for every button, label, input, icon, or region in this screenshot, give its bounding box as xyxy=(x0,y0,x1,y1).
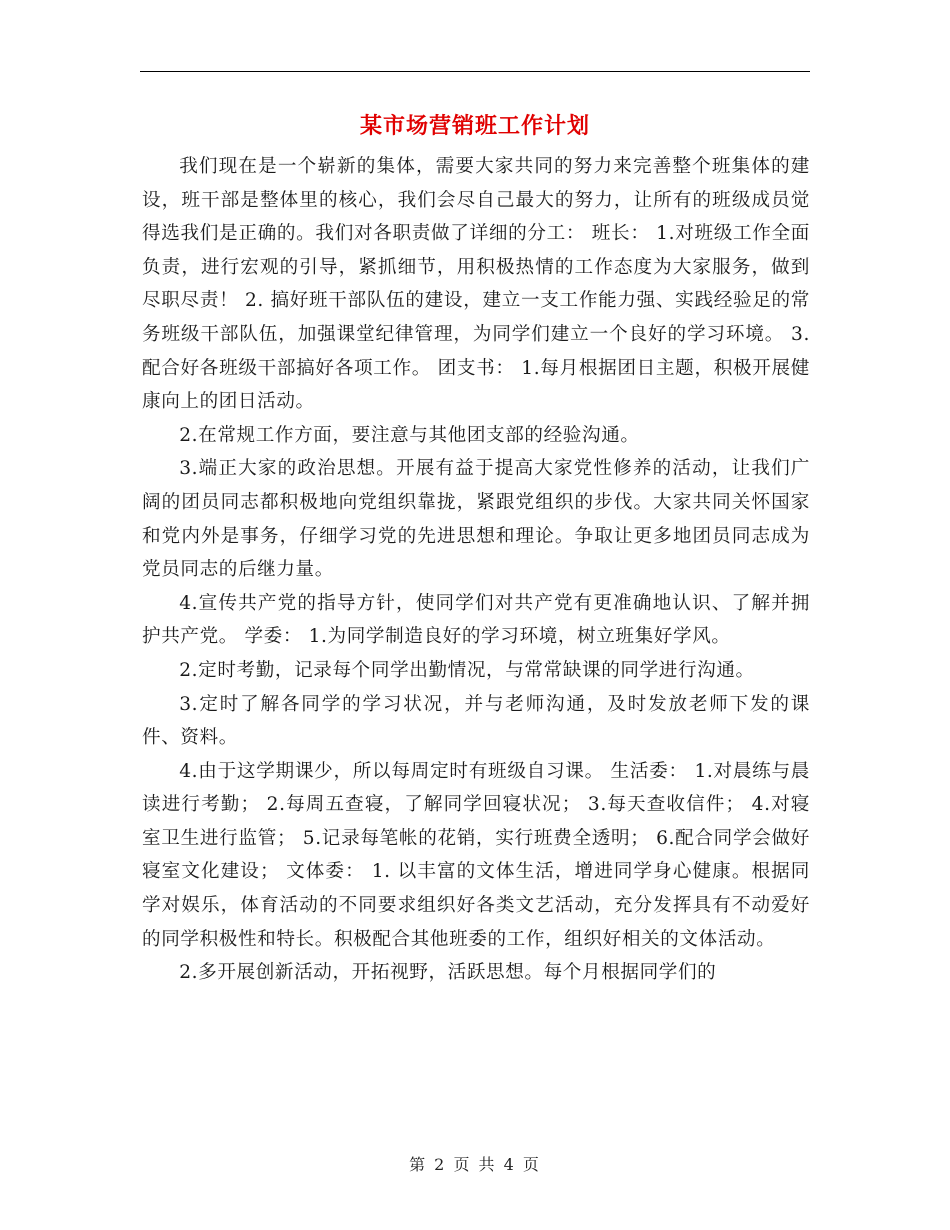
paragraph-3: 3.端正大家的政治思想。开展有益于提高大家党性修养的活动，让我们广阔的团员同志都积极地向党组织靠拢，紧跟党组织的步伐。大家共同关怀国家和党内外是事务，仔细学习党的先进思想和理论。争取让更多地团员同志成为党员同志的后继力量。 xyxy=(142,458,810,581)
paragraph-5: 2.定时考勤，记录每个同学出勤情况，与常常缺课的同学进行沟通。 xyxy=(179,659,755,681)
document-title: 某市场营销班工作计划 xyxy=(359,113,590,139)
paragraph-2: 2.在常规工作方面，要注意与其他团支部的经验沟通。 xyxy=(179,424,640,446)
page-number-footer: 第 2 页 共 4 页 xyxy=(409,1155,541,1174)
paragraph-1: 我们现在是一个崭新的集体，需要大家共同的努力来完善整个班集体的建设，班干部是整体里的核心，我们会尽自己最大的努力，让所有的班级成员觉得选我们是正确的。我们对各职责做了详细的分工： 班长： 1.对班级工作全面负责，进行宏观的引导，紧抓细节，用积极热情的工作态度为大家服务，做到尽职尽责！ 2. 搞好班干部队伍的建设，建立一支工作能力强、实践经验足的常务班级干部队伍，加强课堂纪律管理，为同学们建立一个良好的学习环境。 3. 配合好各班级干部搞好各项工作。 团支书： 1.每月根据团日主题，积极开展健康向上的团日活动。 xyxy=(142,156,810,413)
paragraph-6: 3.定时了解各同学的学习状况，并与老师沟通，及时发放老师下发的课件、资料。 xyxy=(142,693,810,749)
paragraph-4: 4.宣传共产党的指导方针，使同学们对共产党有更准确地认识、了解并拥护共产党。 学委： 1.为同学制造良好的学习环境，树立班集好学风。 xyxy=(142,592,810,648)
document-body xyxy=(142,150,810,990)
paragraph-8: 2.多开展创新活动，开拓视野，活跃思想。每个月根据同学们的 xyxy=(179,962,717,984)
paragraph-7: 4.由于这学期课少，所以每周定时有班级自习课。 生活委： 1.对晨练与晨读进行考勤； 2.每周五查寝，了解同学回寝状况； 3.每天查收信件； 4.对寝室卫生进行监管； 5.记录每笔帐的花销，实行班费全透明； 6.配合同学会做好寝室文化建设； 文体委： 1. 以丰富的文体生活，增进同学身心健康。根据同学对娱乐，体育活动的不同要求组织好各类文艺活动，充分发挥具有不动爱好的同学积极性和特长。积极配合其他班委的工作，组织好相关的文体活动。 xyxy=(142,760,810,950)
header-rule xyxy=(140,71,810,72)
